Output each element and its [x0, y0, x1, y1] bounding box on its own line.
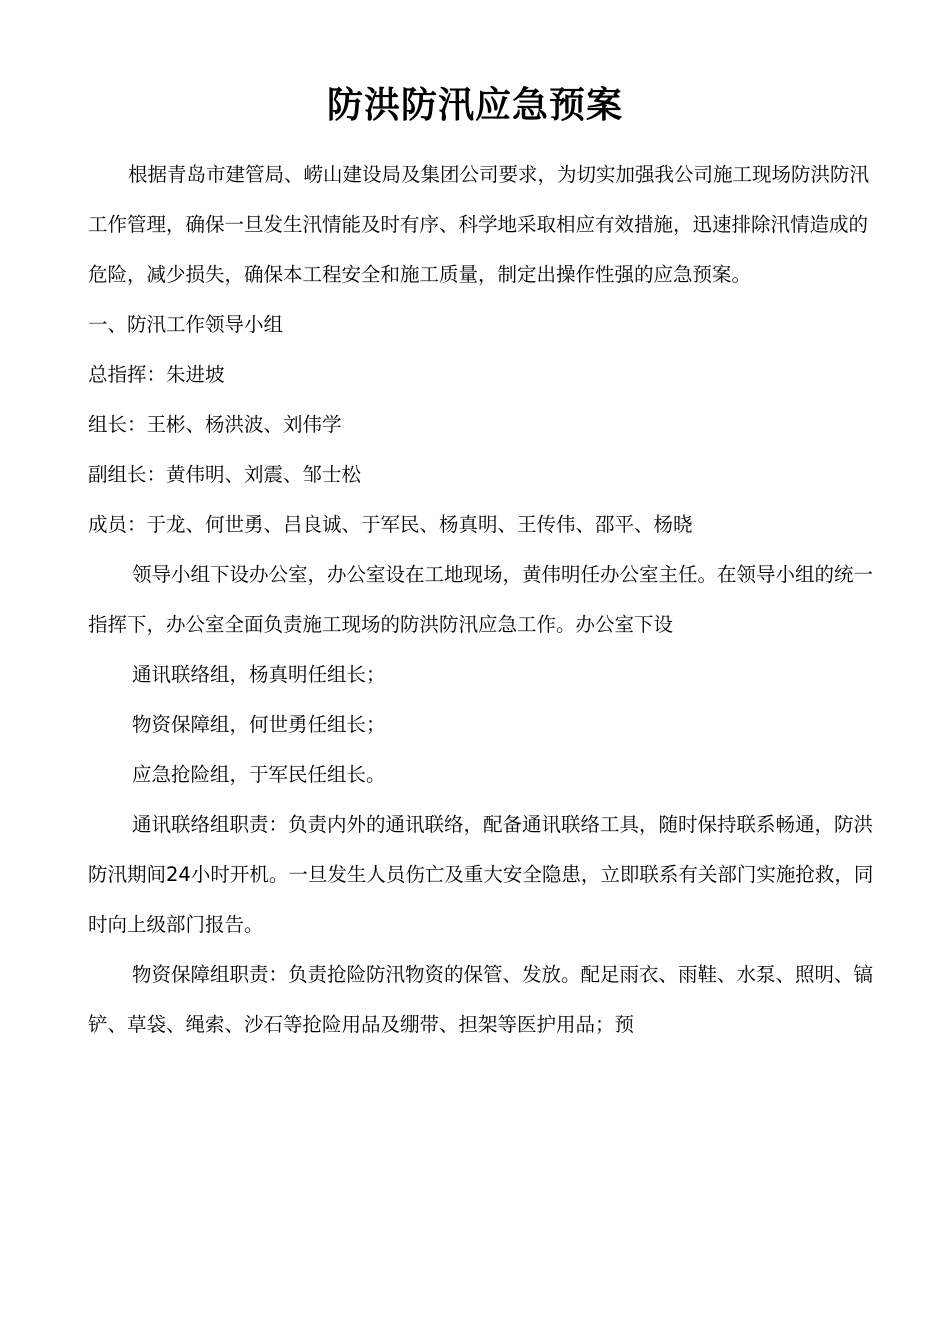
- group-rescue-line: 应急抢险组，于军民任组长。: [132, 763, 386, 786]
- document-body: [88, 150, 878, 1050]
- leaders-line: 组长：王彬、杨洪波、刘伟学: [88, 413, 342, 436]
- group-supply-line: 物资保障组，何世勇任组长；: [132, 713, 386, 736]
- commander-line: 总指挥：朱进坡: [88, 363, 225, 386]
- document-title: 防洪防汛应急预案: [326, 85, 623, 126]
- group-comm-line: 通讯联络组，杨真明任组长；: [132, 663, 386, 686]
- intro-paragraph: 根据青岛市建管局、崂山建设局及集团公司要求，为切实加强我公司施工现场防洪防汛工作管理，确保一旦发生汛情能及时有序、科学地采取相应有效措施，迅速排除汛情造成的危险，减少损失，确保本工程安全和施工质量，制定出操作性强的应急预案。: [88, 163, 870, 286]
- members-line: 成员：于龙、何世勇、吕良诚、于军民、杨真明、王传伟、邵平、杨晓: [88, 513, 693, 536]
- deputy-leaders-line: 副组长：黄伟明、刘震、邹士松: [88, 463, 362, 486]
- section-heading: 一、防汛工作领导小组: [88, 313, 284, 336]
- office-paragraph: 领导小组下设办公室，办公室设在工地现场，黄伟明任办公室主任。在领导小组的统一指挥下，办公室全面负责施工现场的防洪防汛应急工作。办公室下设: [88, 563, 874, 636]
- supply-duties-paragraph: 物资保障组职责：负责抢险防汛物资的保管、发放。配足雨衣、雨鞋、水泵、照明、镐铲、草袋、绳索、沙石等抢险用品及绷带、担架等医护用品；预: [88, 963, 874, 1036]
- comm-duties-paragraph: 通讯联络组职责：负责内外的通讯联络，配备通讯联络工具，随时保持联系畅通，防洪防汛期间24小时开机。一旦发生人员伤亡及重大安全隐患，立即联系有关部门实施抢救，同时向上级部门报告。: [88, 813, 874, 936]
